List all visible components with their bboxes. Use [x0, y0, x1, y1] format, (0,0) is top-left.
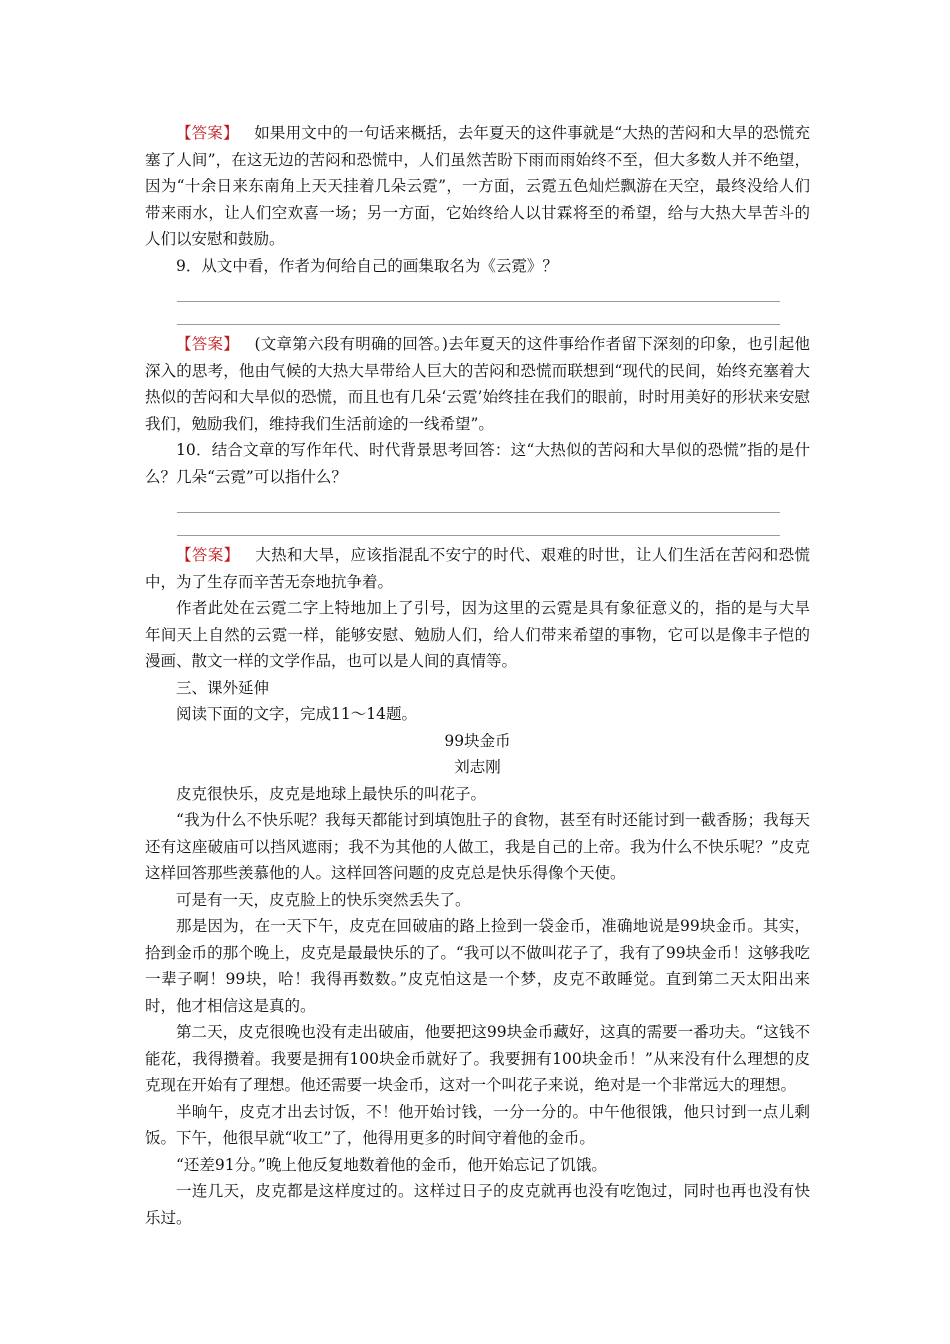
answer-tag: 【答案】: [176, 124, 239, 142]
instruction-text: 阅读下面的文字，完成11～14题。: [176, 705, 417, 723]
answer-line[interactable]: [177, 302, 780, 325]
answer-tag: 【答案】: [176, 546, 240, 564]
answer-paragraph: [145, 331, 810, 437]
answer-lines: [177, 490, 780, 536]
answer-line[interactable]: [177, 279, 780, 302]
section-heading: 三、课外延伸: [176, 678, 270, 697]
story-paragraph: 可是有一天，皮克脸上的快乐突然丢失了。: [176, 890, 471, 909]
question-9: 9．从文中看，作者为何给自己的画集取名为《云霓》？: [176, 256, 558, 275]
story-paragraph: 第二天，皮克很晚也没有走出破庙，他要把这99块金币藏好，这真的需要一番功夫。“这钱不能花，我得攒着。我要是拥有100块金币就好了。我要拥有100块金币！”从来没有什么理想的皮克现在开始有了理想。他还需要一块金币，这对一个叫花子来说，绝对是一个非常远大的理想。: [145, 1023, 810, 1094]
story-paragraph: 一连几天，皮克都是这样度过的。这样过日子的皮克就再也没有吃饱过，同时也再也没有快乐过。: [145, 1182, 810, 1227]
answer-paragraph: [145, 542, 810, 595]
answer-lines: [177, 279, 780, 325]
answer-text: (文章第六段有明确的回答。)去年夏天的这件事给作者留下深刻的印象，也引起他深入的思考，他由气候的大热大旱带给人巨大的苦闷和恐慌而联想到“现代的民间，始终充塞着大热似的苦闷和大旱似的恐慌，而且也有几朵‘云霓’始终挂在我们的眼前，时时用美好的形状来安慰我们，勉励我们，维持我们生活前途的一线希望”。: [145, 335, 810, 433]
answer-tag: 【答案】: [176, 335, 239, 353]
document-body: [145, 120, 810, 1231]
answer-text: 大热和大旱，应该指混乱不安宁的时代、艰难的时世，让人们生活在苦闷和恐慌中，为了生存而辛苦无奈地抗争着。: [145, 546, 810, 591]
paragraph: 作者此处在云霓二字上特地加上了引号，因为这里的云霓是具有象征意义的，指的是与大旱年间天上自然的云霓一样，能够安慰、勉励人们，给人们带来希望的事物，它可以是像丰子恺的漫画、散文一样的文学作品，也可以是人间的真情等。: [145, 599, 810, 670]
answer-line[interactable]: [177, 490, 780, 513]
question-10: 10．结合文章的写作年代、时代背景思考回答：这“大热似的苦闷和大旱似的恐慌”指的是什么？几朵“云霓”可以指什么？: [145, 441, 810, 486]
story-paragraph: 那是因为，在一天下午，皮克在回破庙的路上捡到一袋金币，准确地说是99块金币。其实，拾到金币的那个晚上，皮克是最最快乐的了。“我可以不做叫花子了，我有了99块金币！这够我吃一辈子啊！99块，哈！我得再数数。”皮克怕这是一个梦，皮克不敢睡觉。直到第二天太阳出来时，他才相信这是真的。: [145, 917, 810, 1015]
story-author: 刘志刚: [454, 758, 501, 776]
answer-text: 如果用文中的一句话来概括，去年夏天的这件事就是“大热的苦闷和大旱的恐慌充塞了人间”，在这无边的苦闷和恐慌中，人们虽然苦盼下雨而雨始终不至，但大多数人并不绝望，因为“十余日来东南角上天天挂着几朵云霓”，一方面，云霓五色灿烂飘游在天空，最终没给人们带来雨水，让人们空欢喜一场；另一方面，它始终给人以甘霖将至的希望，给与大热大旱苦斗的人们以安慰和鼓励。: [145, 124, 810, 248]
answer-paragraph: [145, 120, 810, 253]
story-paragraph: 皮克很快乐，皮克是地球上最快乐的叫花子。: [176, 784, 487, 803]
story-paragraph: 半晌午，皮克才出去讨饭，不！他开始讨钱，一分一分的。中午他很饿，他只讨到一点儿剩饭。下午，他很早就“收工”了，他得用更多的时间守着他的金币。: [145, 1102, 810, 1147]
story-title: 99块金币: [444, 731, 511, 750]
answer-line[interactable]: [177, 513, 780, 536]
story-paragraph: “我为什么不快乐呢？我每天都能讨到填饱肚子的食物，甚至有时还能讨到一截香肠；我每天还有这座破庙可以挡风遮雨；我不为其他的人做工，我是自己的上帝。我为什么不快乐呢？”皮克这样回答那些羡慕他的人。这样回答问题的皮克总是快乐得像个天使。: [145, 811, 810, 882]
story-paragraph: “还差91分。”晚上他反复地数着他的金币，他开始忘记了饥饿。: [176, 1155, 607, 1174]
